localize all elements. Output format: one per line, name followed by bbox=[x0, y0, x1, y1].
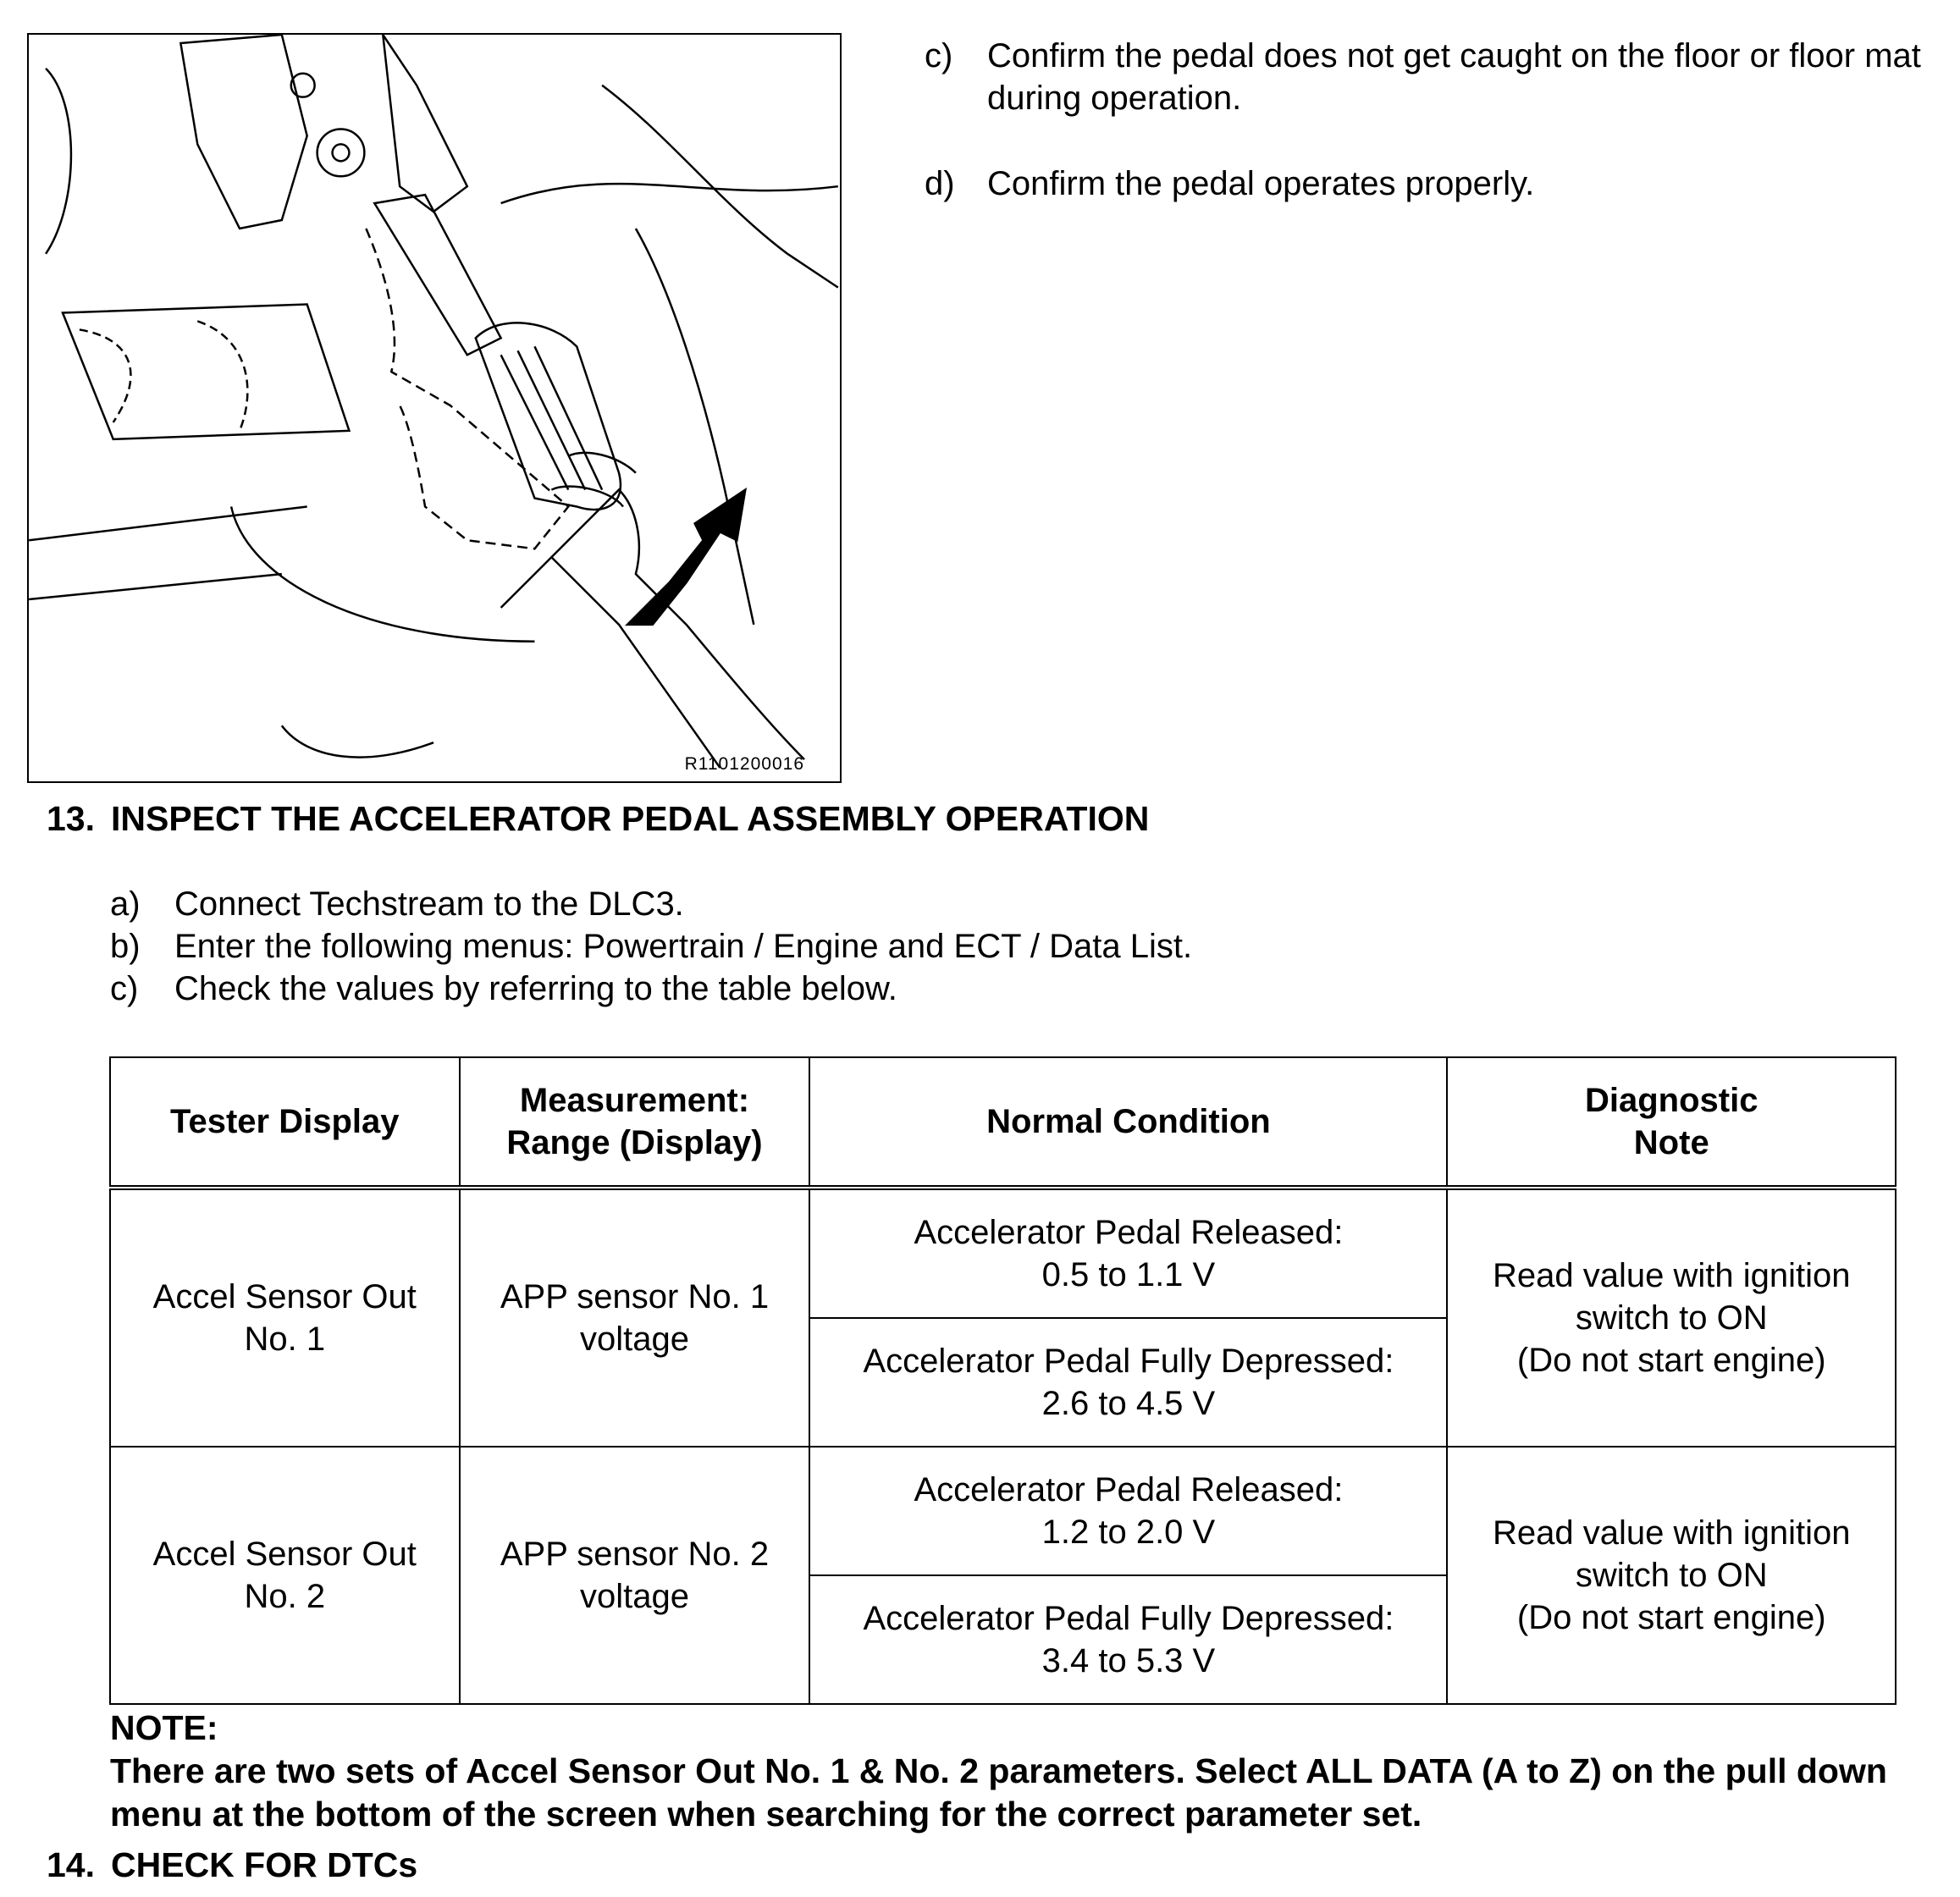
accelerator-pedal-illustration bbox=[29, 35, 840, 781]
header-tester-display: Tester Display bbox=[110, 1057, 460, 1188]
step-label: c) bbox=[925, 37, 953, 74]
note-text: There are two sets of Accel Sensor Out No. 1 & No. 2 parameters. Select ALL DATA (A to Z) on the pull down menu at the bottom of the screen when searching for the correct parameter set. bbox=[110, 1751, 1887, 1834]
step-label: b) bbox=[110, 928, 141, 965]
condition-depressed-cell: Accelerator Pedal Fully Depressed: 3.4 to 5.3 V bbox=[809, 1575, 1447, 1704]
section-number: 13. bbox=[47, 799, 95, 838]
header-measurement: Measurement: Range (Display) bbox=[460, 1057, 810, 1188]
measurement-cell: APP sensor No. 1 voltage bbox=[460, 1188, 810, 1447]
note-block bbox=[110, 1707, 1930, 1836]
section-13-heading bbox=[47, 797, 1149, 840]
step-label: d) bbox=[925, 165, 955, 202]
section-number: 14. bbox=[47, 1845, 95, 1884]
diagnostic-note-cell: Read value with ignition switch to ON (Do not start engine) bbox=[1447, 1447, 1896, 1704]
step-b bbox=[110, 925, 1192, 968]
table-row bbox=[110, 1188, 1896, 1318]
section-title: INSPECT THE ACCELERATOR PEDAL ASSEMBLY OPERATION bbox=[111, 799, 1150, 838]
condition-released-cell: Accelerator Pedal Released: 1.2 to 2.0 V bbox=[809, 1447, 1447, 1575]
note-label: NOTE: bbox=[110, 1708, 218, 1747]
step-text: Confirm the pedal does not get caught on the floor or floor mat during operation. bbox=[987, 37, 1921, 117]
step-label: a) bbox=[110, 885, 141, 923]
step-text: Connect Techstream to the DLC3. bbox=[174, 885, 684, 923]
section-title: CHECK FOR DTCs bbox=[111, 1845, 418, 1884]
tester-display-cell: Accel Sensor Out No. 2 bbox=[110, 1447, 460, 1704]
data-list-table bbox=[109, 1056, 1897, 1705]
condition-released-cell: Accelerator Pedal Released: 0.5 to 1.1 V bbox=[809, 1188, 1447, 1318]
step-text: Enter the following menus: Powertrain / Engine and ECT / Data List. bbox=[174, 928, 1193, 965]
step-text: Check the values by referring to the table below. bbox=[174, 970, 897, 1007]
header-normal-condition: Normal Condition bbox=[809, 1057, 1447, 1188]
section-14-heading bbox=[47, 1844, 417, 1886]
figure-code: R1101200016 bbox=[684, 754, 804, 774]
measurement-cell: APP sensor No. 2 voltage bbox=[460, 1447, 810, 1704]
table-header-row bbox=[110, 1057, 1896, 1188]
condition-depressed-cell: Accelerator Pedal Fully Depressed: 2.6 to 4.5 V bbox=[809, 1318, 1447, 1447]
step-a bbox=[110, 883, 684, 925]
header-diagnostic-note: Diagnostic Note bbox=[1447, 1057, 1896, 1188]
step-label: c) bbox=[110, 970, 139, 1007]
step-text: Confirm the pedal operates properly. bbox=[987, 165, 1535, 202]
diagnostic-note-cell: Read value with ignition switch to ON (Do not start engine) bbox=[1447, 1188, 1896, 1447]
step-c bbox=[110, 968, 897, 1010]
table-row bbox=[110, 1447, 1896, 1575]
accelerator-pedal-figure bbox=[27, 33, 842, 783]
tester-display-cell: Accel Sensor Out No. 1 bbox=[110, 1188, 460, 1447]
